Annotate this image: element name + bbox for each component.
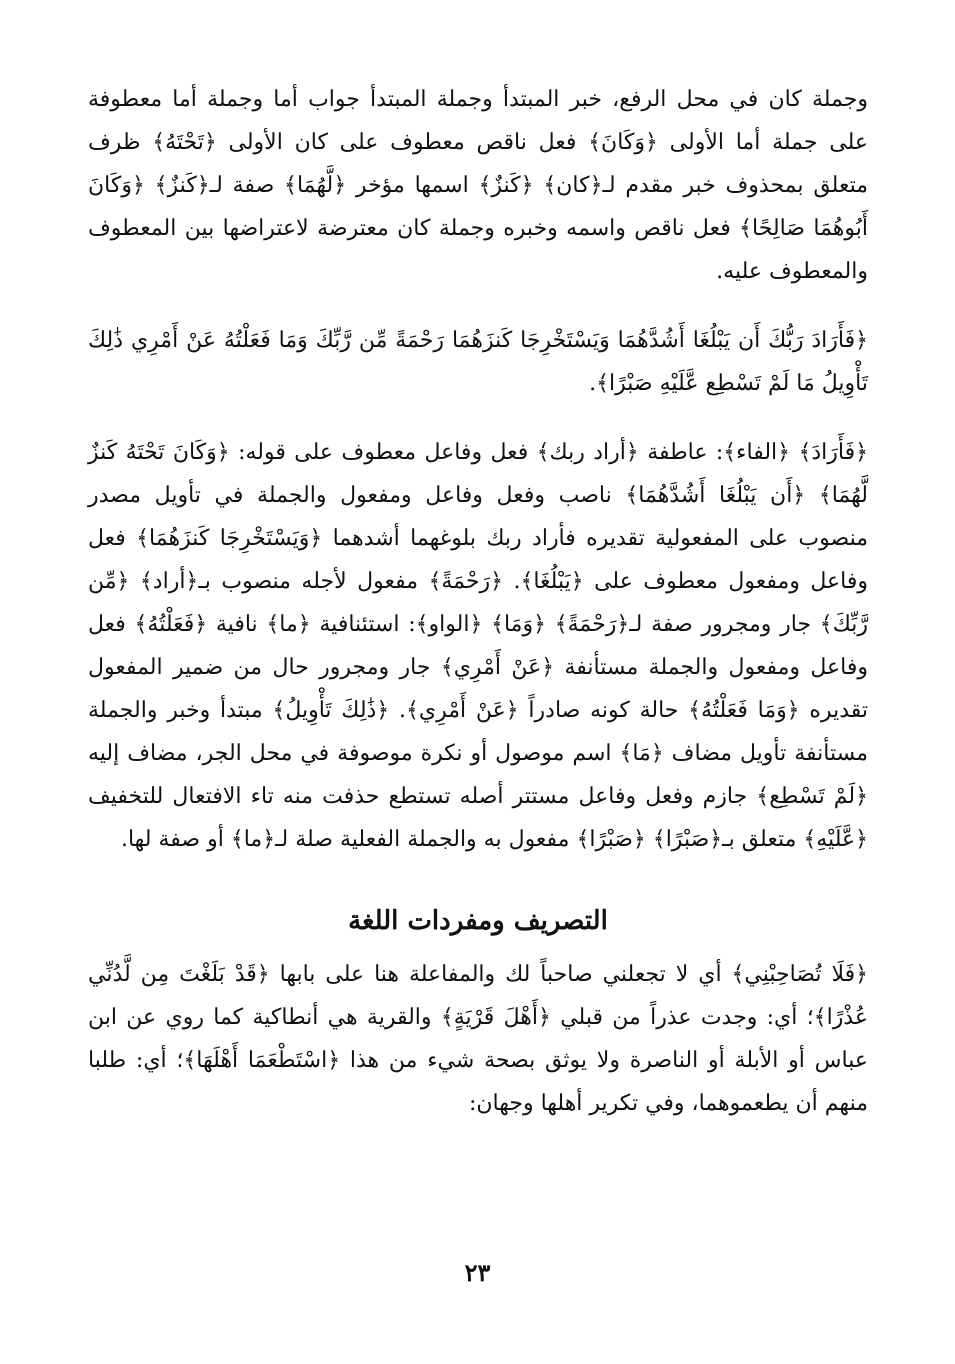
paragraph-1: [88, 78, 868, 293]
section-paragraph: [88, 953, 868, 1125]
paragraph-text: ﴿فَأَرَادَ﴾ ﴿الفاء﴾: عاطفة ﴿أراد ربك﴾ فعل وفاعل معطوف على قوله: ﴿وَكَانَ تَحْتَهُ كَنزٌ لَّهُمَا﴾ ﴿أَن يَبْلُغَا أَشُدَّهُمَا﴾ ناصب وفعل وفاعل ومفعول والجملة في تأويل مصدر منصوب على المفعولية تقديره فأراد ربك بلوغهما أشدهما ﴿وَيَسْتَخْرِجَا كَنزَهُمَا﴾ فعل وفاعل ومفعول معطوف على ﴿يَبْلُغَا﴾. ﴿رَحْمَةً﴾ مفعول لأجله منصوب بـ﴿أراد﴾ ﴿مِّن رَّبِّكَ﴾ جار ومجرور صفة لـ﴿رَحْمَةً﴾ ﴿وَمَا﴾ ﴿الواو﴾: استئنافية ﴿ما﴾ نافية ﴿فَعَلْتُهُ﴾ فعل وفاعل ومفعول والجملة مستأنفة ﴿عَنْ أَمْرِي﴾ جار ومجرور حال من ضمير المفعول تقديره ﴿وَمَا فَعَلْتُهُ﴾ حالة كونه صادراً ﴿عَنْ أَمْرِي﴾. ﴿ذَٰلِكَ تَأْوِيلُ﴾ مبتدأ وخبر والجملة مستأنفة تأويل مضاف ﴿مَا﴾ اسم موصول أو نكرة موصوفة في محل الجر، مضاف إليه ﴿لَمْ تَسْطِع﴾ جازم وفعل وفاعل مستتر أصله تستطع حذفت منه تاء الافتعال للتخفيف ﴿عَّلَيْهِ﴾ متعلق بـ﴿صَبْرًا﴾ ﴿صَبْرًا﴾ مفعول به والجملة الفعلية صلة لـ﴿ما﴾ أو صفة لها.: [88, 440, 868, 852]
paragraph-3: [88, 431, 868, 861]
section-heading: التصريف ومفردات اللغة: [348, 906, 608, 936]
page-body: [88, 78, 868, 1125]
page-number: ٢٣: [464, 1258, 491, 1287]
quran-verse: [88, 319, 868, 405]
paragraph-text: وجملة كان في محل الرفع، خبر المبتدأ وجملة المبتدأ جواب أما وجملة أما معطوفة على جملة أما الأولى ﴿وَكَانَ﴾ فعل ناقص معطوف على كان الأولى ﴿تَحْتَهُ﴾ ظرف متعلق بمحذوف خبر مقدم لـ﴿كان﴾ ﴿كَنزٌ﴾ اسمها مؤخر ﴿لَّهُمَا﴾ صفة لـ﴿كَنزٌ﴾ ﴿وَكَانَ أَبُوهُمَا صَالِحًا﴾ فعل ناقص واسمه وخبره وجملة كان معترضة لاعتراضها بين المعطوف والمعطوف عليه.: [88, 87, 868, 284]
verse-text: ﴿فَأَرَادَ رَبُّكَ أَن يَبْلُغَا أَشُدَّهُمَا وَيَسْتَخْرِجَا كَنزَهُمَا رَحْمَةً مِّن رَّبِّكَ وَمَا فَعَلْتُهُ عَنْ أَمْرِي ذَٰلِكَ تَأْوِيلُ مَا لَمْ تَسْطِع عَّلَيْهِ صَبْرًا﴾.: [88, 328, 868, 396]
paragraph-text: ﴿فَلَا تُصَاحِبْنِي﴾ أي لا تجعلني صاحباً لك والمفاعلة هنا على بابها ﴿قَدْ بَلَغْتَ مِن لَّدُنِّي عُذْرًا﴾؛ أي: وجدت عذراً من قبلي ﴿أَهْلَ قَرْيَةٍ﴾ والقرية هي أنطاكية كما روي عن ابن عباس أو الأبلة أو الناصرة ولا يوثق بصحة شيء من هذا ﴿اسْتَطْعَمَا أَهْلَهَا﴾؛ أي: طلبا منهم أن يطعموهما، وفي تكرير أهلها وجهان:: [88, 962, 868, 1116]
